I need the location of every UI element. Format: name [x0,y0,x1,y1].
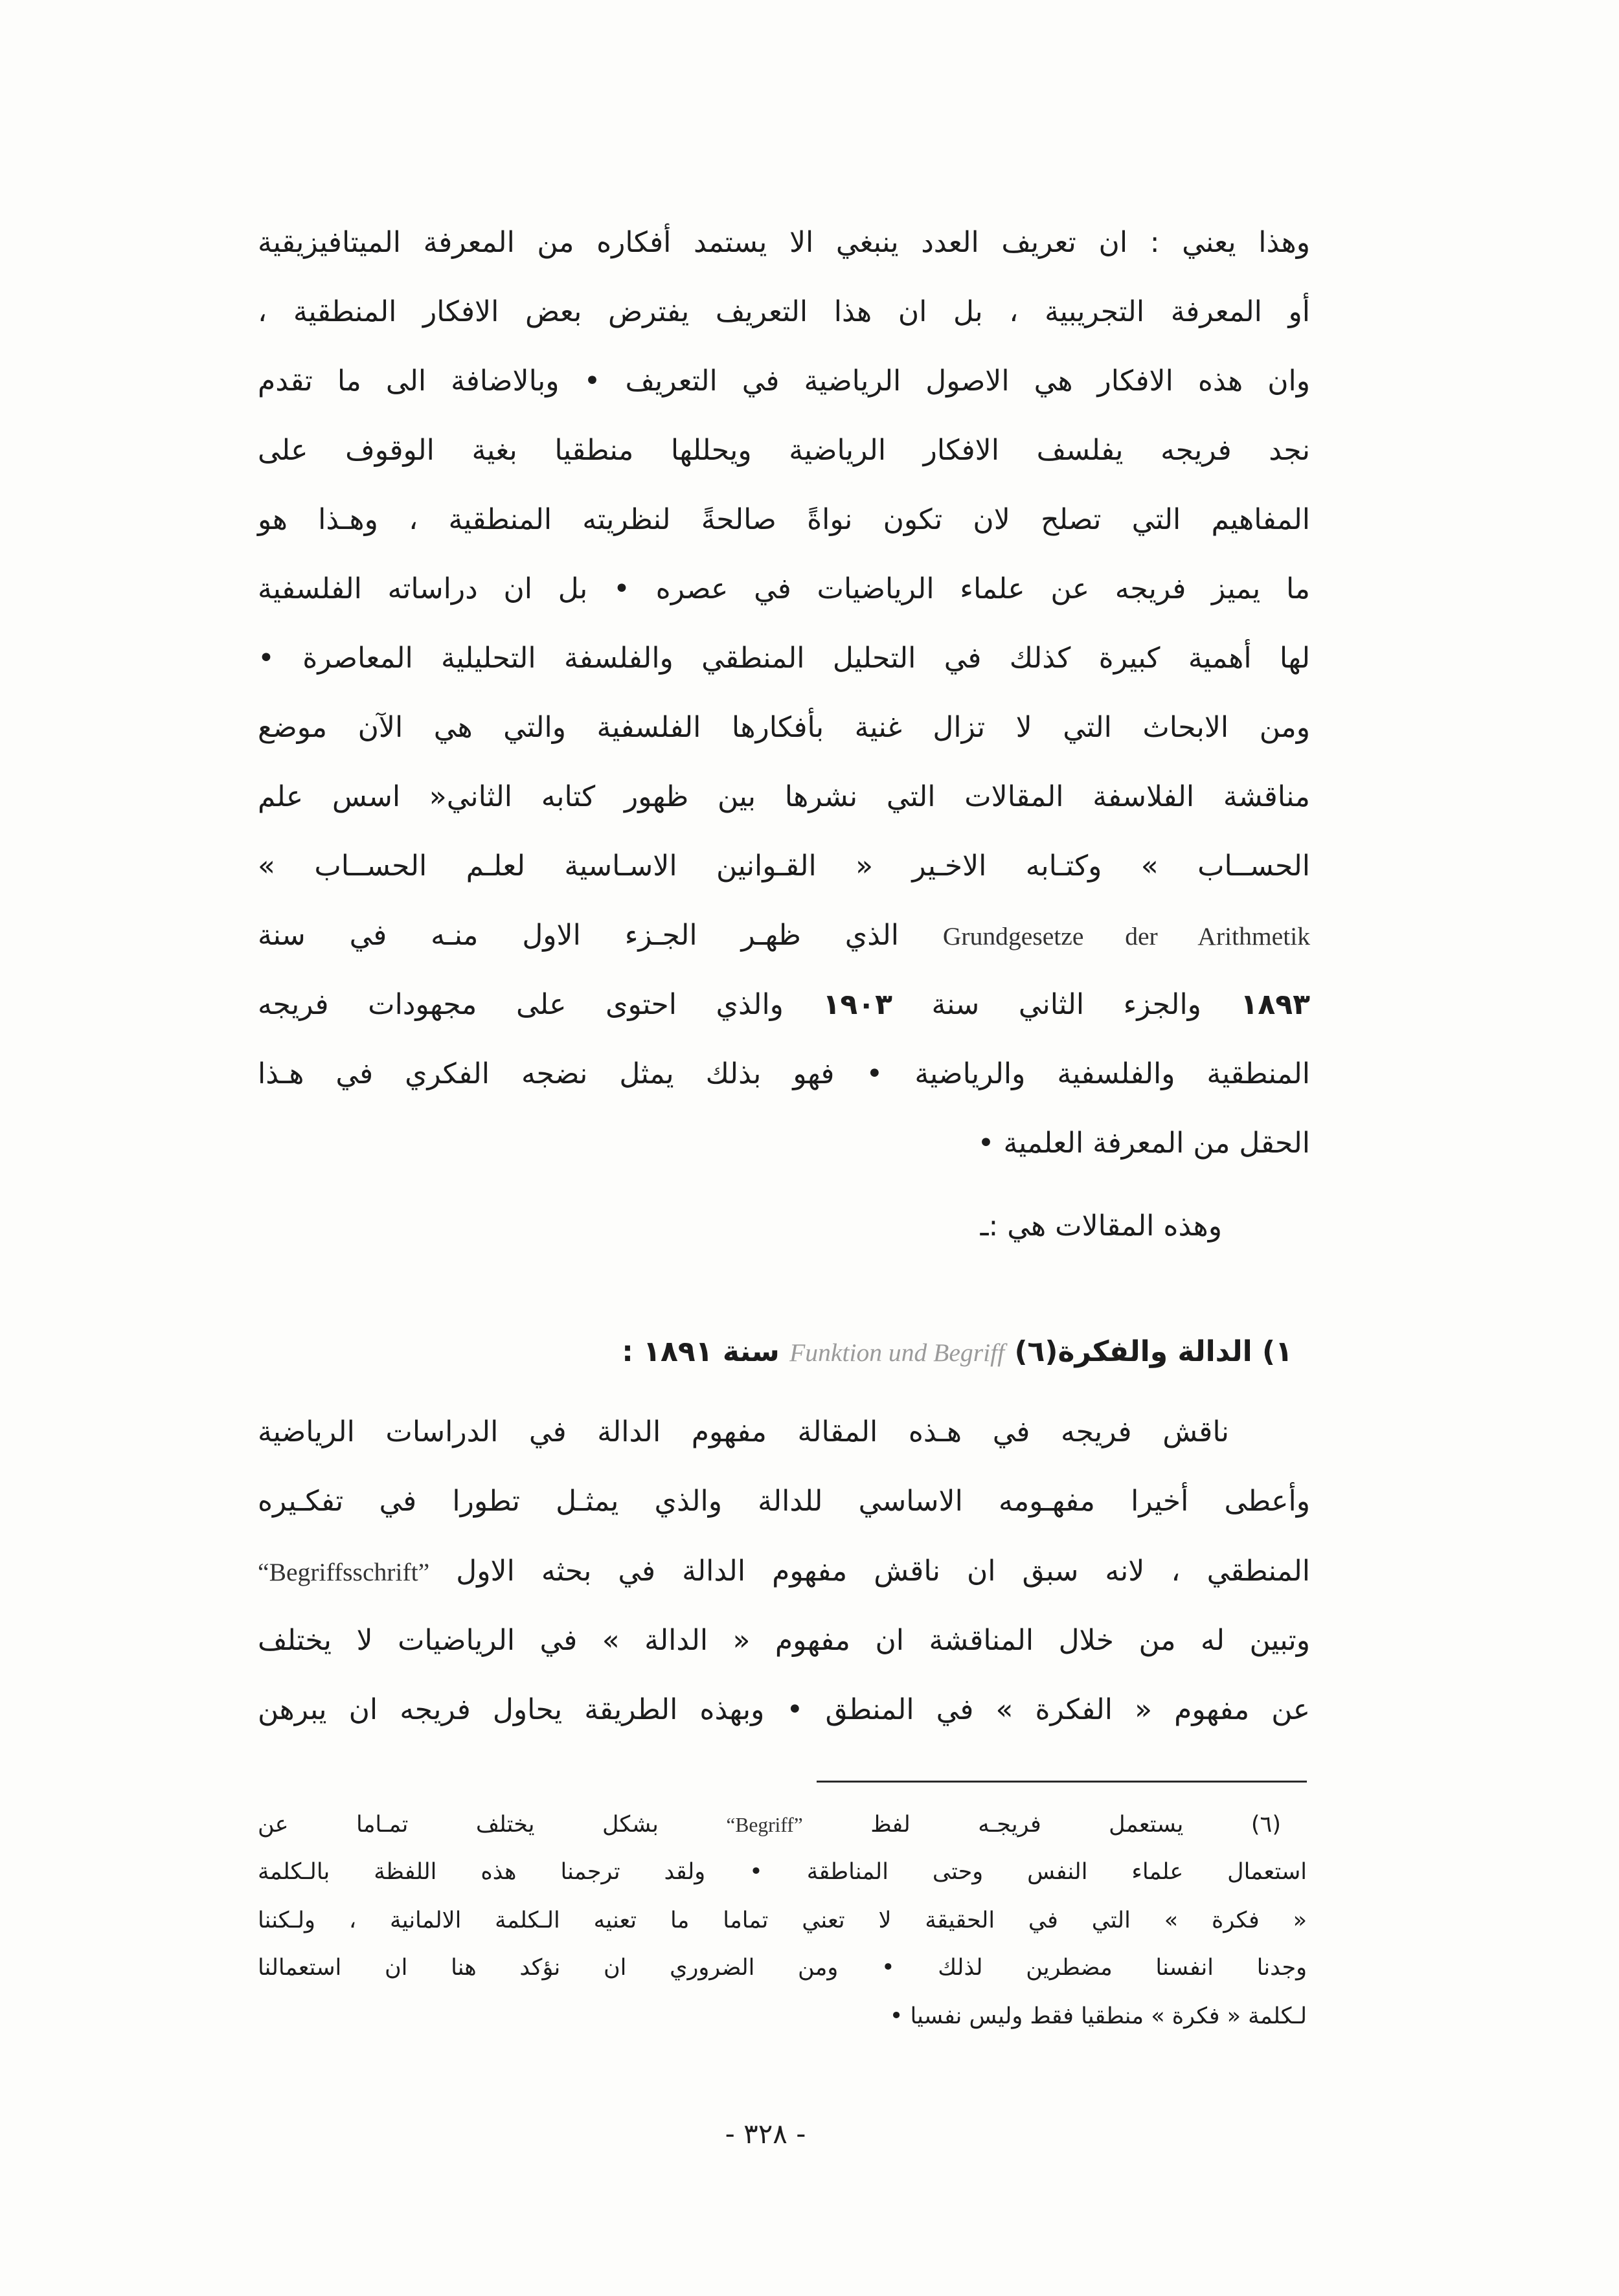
german-term: “Begriff” [726,1814,803,1836]
year-number: ١٩٠٣ [822,988,892,1021]
section-title: الدالة والفكرة [1058,1335,1252,1368]
line-text: المنطقي ، لانه سبق ان ناقش مفهوم الدالة في بحثه الاول [456,1555,1310,1588]
paragraph-line [258,970,1310,1039]
footnote-line: وجدنا انفسنا مضطرين لذلك • ومن الضروري ان نؤكد هنا ان استعمالنا [258,1955,1307,1981]
page-number: - ٣٢٨ - [725,2118,806,2150]
german-section-title: Funktion und Begriff [789,1338,1005,1367]
footnote-line: لـكلمة « فكرة » منطقيا فقط وليس نفسيا • [889,2003,1307,2029]
line-text: يستعمل فريجـه لفظ [870,1812,1184,1838]
paragraph-line: المفاهيم التي تصلح لان تكون نواةً صالحةً لنظريته المنطقية ، وهـذا هو [258,503,1310,536]
paragraph-line: ومن الابحاث التي لا تزال غنية بأفكارها الفلسفية والتي هي الآن موضع [258,711,1310,744]
section-heading [258,1317,1310,1388]
paragraph-line: المنطقية والفلسفية والرياضية • فهو بذلك يمثل نضجه الفكري في هـذا [258,1057,1310,1090]
paragraph-line: وهذا يعني : ان تعريف العدد ينبغي الا يستمد أفكاره من المعرفة الميتافيزيقية [258,226,1310,259]
german-book-title: Grundgesetze der Arithmetik [942,922,1310,951]
footnote-reference: (٦) [1014,1335,1058,1368]
section-number: ١) [1262,1335,1293,1368]
paragraph-line: ناقش فريجه في هـذه المقالة مفهوم الدالة في الدراسات الرياضية [258,1415,1229,1448]
footnote-divider [817,1781,1307,1783]
paragraph-line: مناقشة الفلاسفة المقالات التي نشرها بين ظهور كتابه الثاني« اسس علم [258,780,1310,813]
paragraph-line: نجد فريجه يفلسف الافكار الرياضية ويحللها منطقيا بغية الوقوف على [258,434,1310,467]
paragraph-line: عن مفهوم « الفكرة » في المنطق • وبهذه الطريقة يحاول فريجه ان يبرهن [258,1693,1310,1726]
footnote-marker: (٦) [1251,1812,1281,1838]
line-text: والجزء الثاني سنة [931,988,1201,1021]
paragraph-line: لها أهمية كبيرة كذلك في التحليل المنطقي والفلسفة التحليلية المعاصرة • [258,642,1310,675]
paragraph-line [258,901,1310,971]
line-text: والذي احتوى على مجهودات فريجه [258,988,784,1021]
paragraph-line: الحســاب » وكتـابه الاخـير « القـوانين الاسـاسية لعلـم الحســاب » [258,850,1310,883]
paragraph-line: ما يميز فريجه عن علماء الرياضيات في عصره • بل ان دراساته الفلسفية [258,572,1310,605]
section-year: سنة ١٨٩١ : [622,1335,780,1368]
paragraph-line: وان هذه الافكار هي الاصول الرياضية في التعريف • وبالاضافة الى ما تقدم [258,365,1310,398]
line-text: الذي ظهـر الجـزء الاول منـه في سنة [258,919,899,952]
paragraph-line: أو المعرفة التجريبية ، بل ان هذا التعريف يفترض بعض الافكار المنطقية ، [258,295,1310,328]
paragraph-line: وتبين له من خلال المناقشة ان مفهوم « الدالة » في الرياضيات لا يختلف [258,1624,1310,1657]
year-number: ١٨٩٣ [1240,988,1310,1021]
footnote-line: « فكرة » التي في الحقيقة لا تعني تماما ما تعنيه الـكلمة الالمانية ، ولـكننا [258,1908,1307,1933]
german-term: “Begriffsschrift” [258,1558,430,1586]
footnote-line: استعمال علماء النفس وحتى المناطقة • ولقد ترجمنا هذه اللفظة بالـكلمة [258,1859,1307,1885]
paragraph-line: وأعطى أخيرا مفهـومه الاساسي للدالة والذي يمثـل تطورا في تفكـيره [258,1485,1310,1518]
articles-intro-line: وهذه المقالات هي :ـ [980,1210,1222,1243]
line-text: بشكل يختلف تمـاما عن [258,1812,659,1838]
paragraph-line [258,1536,1310,1607]
paragraph-line: الحقل من المعرفة العلمية • [977,1127,1310,1160]
footnote-line [258,1801,1307,1849]
